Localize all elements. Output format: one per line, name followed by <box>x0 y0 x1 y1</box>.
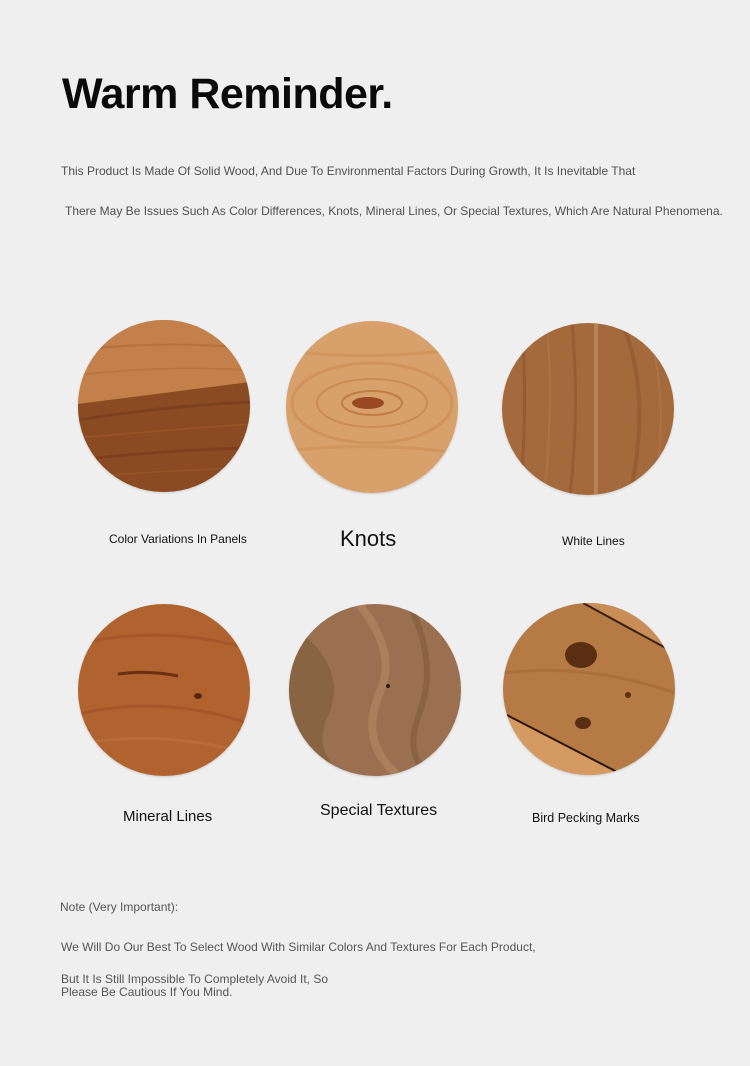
color-variation-label: Color Variations In Panels <box>109 532 247 546</box>
note-line-2: But It Is Still Impossible To Completely Avoid It, So <box>61 972 329 986</box>
mineral-lines-label: Mineral Lines <box>123 808 213 825</box>
knots-label: Knots <box>340 526 397 551</box>
white-lines-label: White Lines <box>562 534 625 548</box>
intro-line-2: There May Be Issues Such As Color Differences, Knots, Mineral Lines, Or Special Textures, Which Are Natural Phenomena. <box>65 204 723 218</box>
page-title: Warm Reminder. <box>62 70 393 118</box>
white-lines-swatch-image <box>502 323 674 495</box>
bird-pecking-label: Bird Pecking Marks <box>532 811 640 825</box>
note-line-3: Please Be Cautious If You Mind. <box>61 985 233 999</box>
intro-line-1: This Product Is Made Of Solid Wood, And Due To Environmental Factors During Growth, It Is Inevitable That <box>61 164 636 178</box>
mineral-lines-swatch-image <box>78 604 250 776</box>
special-textures-label: Special Textures <box>320 802 438 819</box>
special-texture-swatch-image <box>289 604 461 776</box>
note-line-1: We Will Do Our Best To Select Wood With Similar Colors And Textures For Each Product, <box>61 940 536 954</box>
color-variation-swatch-image <box>78 320 250 492</box>
bird-pecking-swatch-image <box>503 603 675 775</box>
knot-swatch-image <box>286 321 458 493</box>
note-heading: Note (Very Important): <box>60 900 179 914</box>
